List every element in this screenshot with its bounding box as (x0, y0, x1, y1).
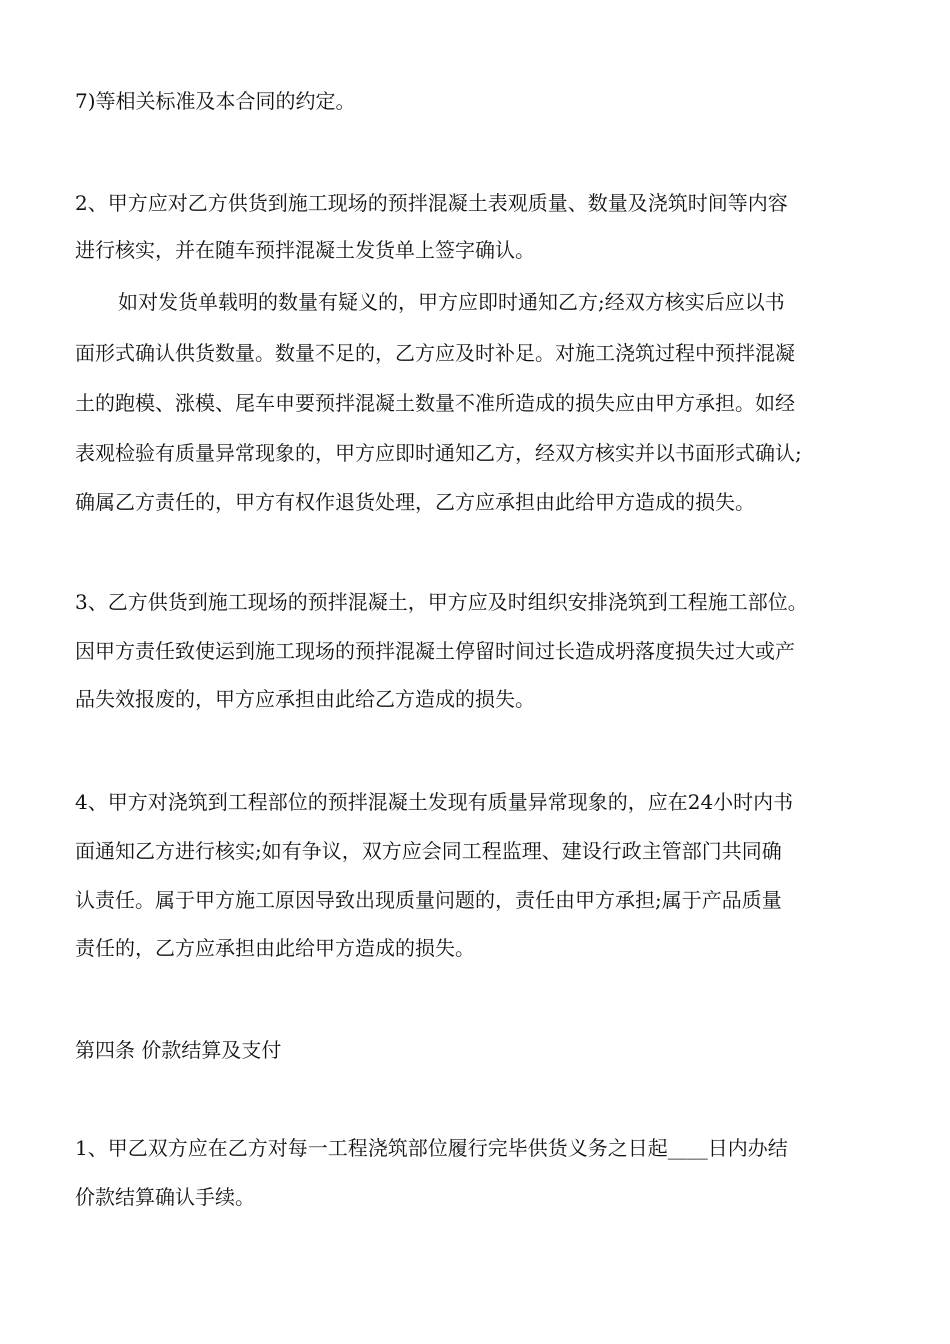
paragraph-line: 因甲方责任致使运到施工现场的预拌混凝土停留时间过长造成坍落度损失过大或产 (75, 639, 795, 663)
section-heading: 第四条 价款结算及支付 (75, 1038, 282, 1062)
paragraph-line: 表观检验有质量异常现象的，甲方应即时通知乙方，经双方核实并以书面形式确认; (75, 441, 802, 465)
paragraph-line: 7)等相关标准及本合同的约定。 (75, 89, 356, 113)
paragraph-line: 2、甲方应对乙方供货到施工现场的预拌混凝土表观质量、数量及浇筑时间等内容 (75, 191, 788, 215)
paragraph-line: 4、甲方对浇筑到工程部位的预拌混凝土发现有质量异常现象的，应在24小时内书 (75, 790, 794, 814)
paragraph-line: 面形式确认供货数量。数量不足的，乙方应及时补足。对施工浇筑过程中预拌混凝 (75, 341, 795, 365)
paragraph-line: 品失效报废的，甲方应承担由此给乙方造成的损失。 (75, 687, 535, 711)
paragraph-line: 责任的，乙方应承担由此给甲方造成的损失。 (75, 936, 475, 960)
paragraph-line: 价款结算确认手续。 (75, 1185, 255, 1209)
paragraph-line: 面通知乙方进行核实;如有争议，双方应会同工程监理、建设行政主管部门共同确 (75, 839, 782, 863)
paragraph-line: 3、乙方供货到施工现场的预拌混凝土，甲方应及时组织安排浇筑到工程施工部位。 (75, 590, 808, 614)
paragraph-line: 确属乙方责任的，甲方有权作退货处理，乙方应承担由此给甲方造成的损失。 (75, 490, 755, 514)
paragraph-line: 认责任。属于甲方施工原因导致出现质量问题的，责任由甲方承担;属于产品质量 (75, 888, 782, 912)
paragraph-line: 如对发货单载明的数量有疑义的，甲方应即时通知乙方;经双方核实后应以书 (118, 290, 785, 314)
paragraph-line: 进行核实，并在随车预拌混凝土发货单上签字确认。 (75, 238, 535, 262)
paragraph-line: 1、甲乙双方应在乙方对每一工程浇筑部位履行完毕供货义务之日起____日内办结 (75, 1136, 788, 1160)
paragraph-line: 土的跑模、涨模、尾车申要预拌混凝土数量不准所造成的损失应由甲方承担。如经 (75, 391, 795, 415)
